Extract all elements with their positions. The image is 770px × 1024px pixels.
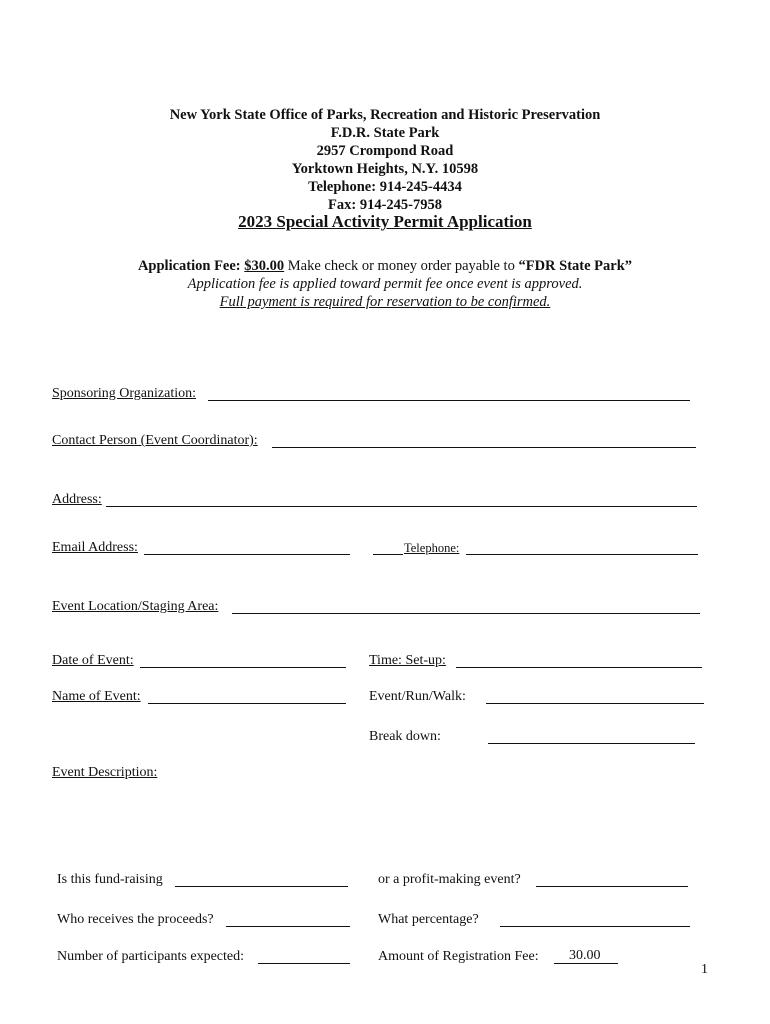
date-of-event-label: Date of Event: bbox=[52, 653, 134, 668]
percentage-label: What percentage? bbox=[378, 912, 479, 927]
telephone-field[interactable] bbox=[466, 554, 698, 555]
address-field[interactable] bbox=[106, 506, 697, 507]
proceeds-field[interactable] bbox=[226, 926, 350, 927]
participants-label: Number of participants expected: bbox=[57, 949, 244, 964]
date-of-event-field[interactable] bbox=[140, 667, 346, 668]
contact-person-field[interactable] bbox=[272, 447, 696, 448]
form-title: 2023 Special Activity Permit Application bbox=[238, 212, 532, 231]
break-down-field[interactable] bbox=[488, 743, 695, 744]
name-of-event-label: Name of Event: bbox=[52, 689, 141, 704]
event-location-field[interactable] bbox=[232, 613, 700, 614]
fee-payee: “FDR State Park” bbox=[518, 258, 633, 274]
break-down-label: Break down: bbox=[369, 729, 441, 744]
sponsoring-org-label: Sponsoring Organization: bbox=[52, 386, 197, 401]
time-setup-label: Time: Set-up: bbox=[369, 653, 446, 668]
park-fax: Fax: 914-245-7958 bbox=[328, 197, 442, 213]
participants-field[interactable] bbox=[258, 963, 350, 964]
registration-fee-value: 30.00 bbox=[569, 948, 601, 963]
telephone-label: Telephone: bbox=[404, 541, 460, 555]
park-telephone: Telephone: 914-245-4434 bbox=[308, 179, 462, 195]
event-description-label: Event Description: bbox=[52, 765, 158, 780]
telephone-lead-line bbox=[373, 554, 403, 555]
email-field[interactable] bbox=[144, 554, 350, 555]
event-run-walk-label: Event/Run/Walk: bbox=[369, 689, 466, 704]
park-street: 2957 Crompond Road bbox=[316, 143, 454, 159]
park-name: F.D.R. State Park bbox=[330, 125, 440, 141]
name-of-event-field[interactable] bbox=[148, 703, 346, 704]
proceeds-label: Who receives the proceeds? bbox=[57, 912, 214, 927]
fund-raising-label: Is this fund-raising bbox=[57, 872, 163, 887]
fee-line bbox=[0, 257, 770, 275]
fee-amount: $30.00 bbox=[244, 258, 285, 274]
registration-fee-label: Amount of Registration Fee: bbox=[378, 949, 539, 964]
event-location-label: Event Location/Staging Area: bbox=[52, 599, 219, 614]
event-description-area[interactable] bbox=[52, 790, 702, 850]
fee-note-payment: Full payment is required for reservation to be confirmed. bbox=[219, 294, 551, 310]
agency-name: New York State Office of Parks, Recreation and Historic Preservation bbox=[169, 107, 601, 123]
sponsoring-org-field[interactable] bbox=[208, 400, 690, 401]
fee-note-applied: Application fee is applied toward permit fee once event is approved. bbox=[187, 276, 583, 292]
profit-making-label: or a profit-making event? bbox=[378, 872, 521, 887]
fee-payable-text: Make check or money order payable to bbox=[287, 258, 515, 274]
address-label: Address: bbox=[52, 492, 102, 507]
profit-making-field[interactable] bbox=[536, 886, 688, 887]
fee-label: Application Fee: bbox=[137, 258, 241, 274]
percentage-field[interactable] bbox=[500, 926, 690, 927]
park-city: Yorktown Heights, N.Y. 10598 bbox=[291, 161, 479, 177]
time-setup-field[interactable] bbox=[456, 667, 702, 668]
contact-person-label: Contact Person (Event Coordinator): bbox=[52, 433, 258, 448]
event-run-walk-field[interactable] bbox=[486, 703, 704, 704]
email-label: Email Address: bbox=[52, 540, 138, 555]
page-number: 1 bbox=[701, 962, 708, 977]
fund-raising-field[interactable] bbox=[175, 886, 348, 887]
